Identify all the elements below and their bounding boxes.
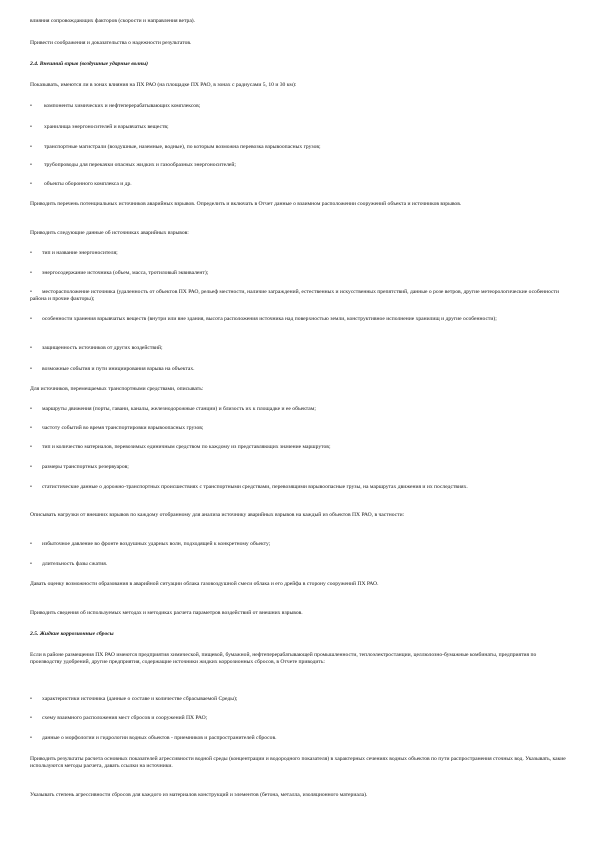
list-item [30,715,568,722]
list-item-text: транспортные магистрали (воздушные, наземные, водные), по которым возможна перевозка взрывоопасных грузов; [44,144,321,150]
list-item-text: компоненты химических и нефтеперерабатывающих комплексов; [44,103,201,109]
bullet-icon: • [30,561,32,567]
list-item-text: размеры транспортных резервуаров; [42,464,129,470]
paragraph: влияния сопровождающих факторов (скорости и направления ветра). [30,18,196,24]
bullet-icon: • [30,696,32,702]
bullet-icon: • [30,444,32,450]
bullet-icon: • [30,366,32,372]
list-item-text: длительность фазы сжатия. [42,561,108,567]
list-item-text: объекты оборонного комплекса и др. [44,181,132,187]
section-heading [30,631,568,638]
list-item-text: тип и название энергоносителя; [42,250,118,256]
list-item [30,289,568,304]
list-item-text: хранилища энергоносителей и взрывчатых веществ; [44,124,169,130]
paragraph: Приводить сведения об используемых методах и методиках расчета параметров воздействий от внешних взрывов. [30,610,303,616]
list-item-text: тип и количество материалов, перевозимых единичным средством по каждому из представляющих значение маршрутов; [42,444,331,450]
paragraph: Привести соображения и доказательства о надежности результатов. [30,40,192,46]
bullet-icon: • [30,406,32,412]
list-item-text: особенности хранения взрывчатых веществ (внутри или вне здания, высота расположения источника над поверхностью земли, конструктивное исполнение хранилищ и другие особенности); [42,316,497,322]
bullet-icon: • [30,464,32,470]
list-item [30,162,568,169]
list-item [30,345,568,352]
paragraph: Показывать, имеются ли в зонах влияния на ПХ РАО (на площадке ПХ РАО, в зонах с радиусами 5, 10 и 30 км): [30,82,297,88]
list-item-text: защищенность источников от других воздействий; [42,345,163,351]
list-item [30,541,568,548]
bullet-icon: • [30,289,32,295]
list-item-text: данные о морфологии и гидрологии водных объектов - приемников и распространителей сбросов. [42,735,277,741]
list-item [30,735,568,742]
bullet-icon: • [30,144,32,150]
list-item [30,366,568,373]
bullet-icon: • [30,250,32,256]
list-item-text: избыточное давление во фронте воздушных ударных волн, подходящей к конкретному объекту; [42,541,271,547]
bullet-icon: • [30,735,32,741]
bullet-icon: • [30,124,32,130]
list-item [30,250,568,257]
list-item-text: характеристики источника (данные о составе и количестве сбрасываемой Среды); [42,696,238,702]
bullet-icon: • [30,162,32,168]
section-title: Жидкие коррозионные сбросы [39,631,114,637]
list-item [30,406,568,413]
bullet-icon: • [30,270,32,276]
section-number: 2.5. [30,631,39,637]
paragraph: Указывать степень агрессивности сбросов для каждого из материалов конструкций и элементов (бетона, металла, изоляционного материала). [30,792,368,798]
section-number: 2.4. [30,61,39,67]
list-item-text: трубопроводы для перекачки опасных жидких и газообразных энергоносителей; [44,162,236,168]
bullet-icon: • [30,541,32,547]
list-item [30,181,568,188]
list-item [30,464,568,471]
bullet-icon: • [30,715,32,721]
list-item [30,425,568,432]
paragraph: Давать оценку возможности образования в аварийной ситуации облака газовоздушной смеси облака и его дрейфа в сторону сооружений ПХ РАО. [30,581,379,587]
paragraph: Если в районе размещения ПХ РАО имеются предприятия химической, пищевой, бумажной, нефтеперерабатывающей промышленности, теплоэлектростанции, целлюлозно-бумажные комбинаты, предприятия по производству удобрений, другие предприятия, содержащие источники жидких коррозионных сбросов, в Отчете приводить: [30,652,537,666]
list-item-text: возможные события и пути инициирования взрыва на объектах. [42,366,195,372]
list-item [30,144,568,151]
bullet-icon: • [30,425,32,431]
section-title: Внешний взрыв (воздушные ударные волны) [39,61,149,67]
list-item [30,124,568,131]
bullet-icon: • [30,103,32,109]
list-item [30,316,568,323]
bullet-icon: • [30,345,32,351]
paragraph: Приводить перечень потенциальных источников аварийных взрывов. Определить и включать в Отчет данные о взаимном расположении сооружений объекта и источников взрывов. [30,201,462,207]
paragraph: Описывать нагрузки от внешних взрывов по каждому отобранному для анализа источнику аварийных взрывов на каждый из объектов ПХ РАО, в частности: [30,512,405,518]
list-item-text: маршруты движения (порты, гавани, каналы, железнодорожные станции) и близость их к площадке и ее объектам; [42,406,316,412]
list-item-text: статистические данные о дорожно-транспортных происшествиях с транспортными средствами, перевозящими взрывоопасные грузы, на маршрутах движения и их последствиях. [42,484,468,490]
bullet-icon: • [30,316,32,322]
bullet-icon: • [30,484,32,490]
section-heading [30,61,568,68]
list-item [30,444,568,451]
list-item [30,484,568,491]
list-item [30,270,568,277]
list-item [30,696,568,703]
bullet-icon: • [30,181,32,187]
list-item-text: энергосодержание источника (объем, масса, тротиловый эквивалент); [42,270,209,276]
list-item-text: схему взаимного расположения мест сбросов и сооружений ПХ РАО; [42,715,208,721]
list-item [30,103,568,110]
paragraph: Для источников, перемещаемых транспортными средствами, описывать: [30,386,204,392]
paragraph: Приводить следующие данные об источниках аварийных взрывов: [30,230,189,236]
list-item-text: частоту событий во время транспортировки взрывоопасных грузов; [42,425,204,431]
list-item-text: месторасположение источника (удаленность от объектов ПХ РАО, рельеф местности, наличие заграждений, естественных и искусственных препятствий, данные о розе ветров, другие метеорологические особенности района и прочие факторы); [30,289,559,303]
paragraph: Приводить результаты расчета основных показателей агрессивности водной среды (концентрации и водородного показателя) в характерных сечениях водных объектов по пути распространения сточных вод. Указывать, какие используются методы расчета, давать ссылки на источники. [30,756,566,770]
list-item [30,561,568,568]
